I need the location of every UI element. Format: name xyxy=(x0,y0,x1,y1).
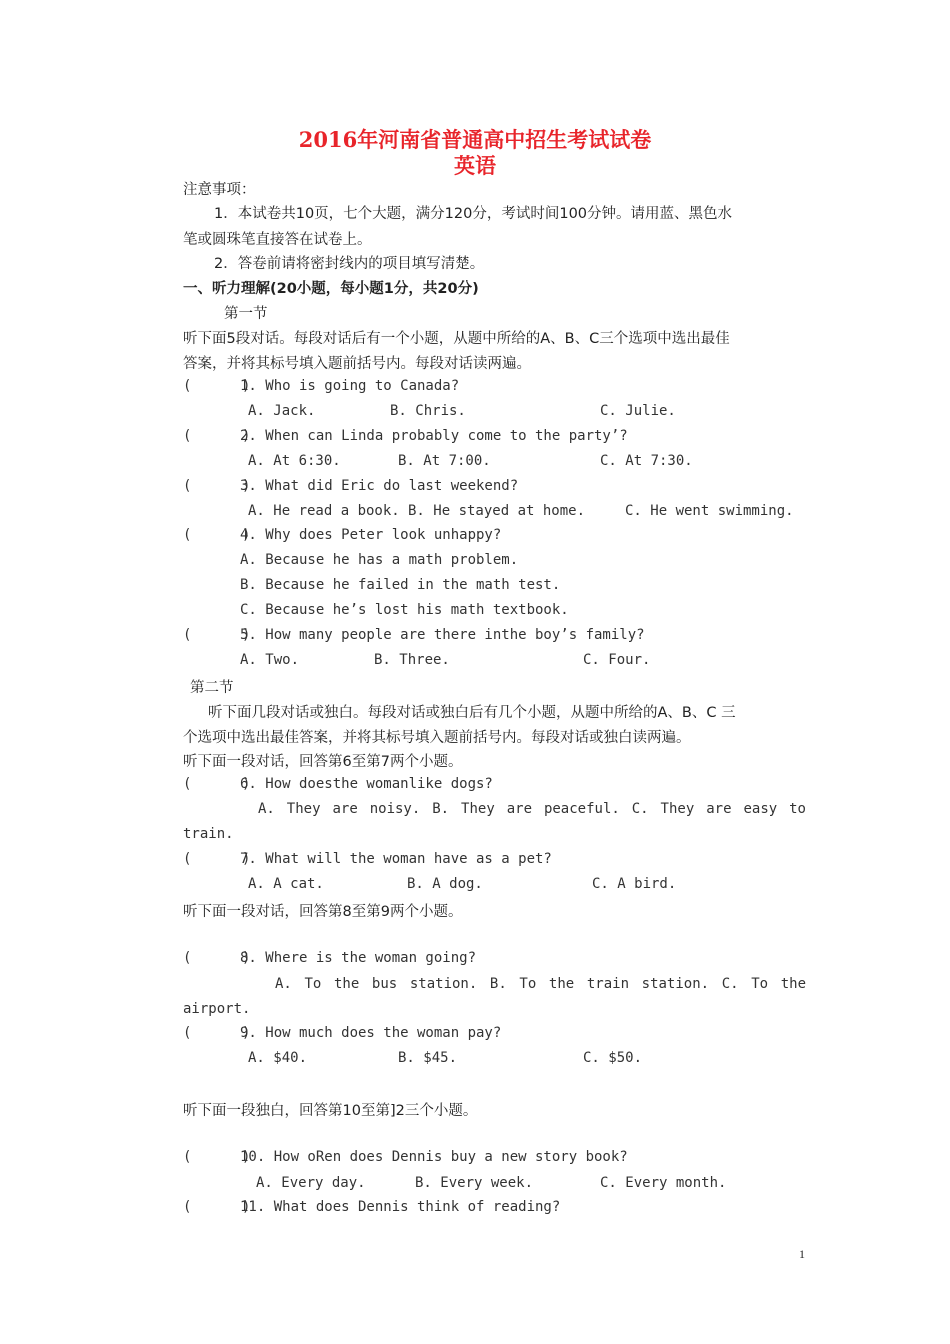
section1-instruction-line-1: 听下面5段对话。每段对话后有一个小题，从题中所给的A、B、C三个选项中选出最佳 xyxy=(183,331,730,347)
q6-options-line: A. They are noisy. B. They are peaceful. C. They are easy to xyxy=(258,801,806,817)
q3-option-b: B. He stayed at home. xyxy=(408,503,586,519)
section2-sub-instruction-3: 听下面一段独白，回答第10至第]2三个小题。 xyxy=(183,1103,478,1119)
section2-sub-instruction-2: 听下面一段对话，回答第8至第9两个小题。 xyxy=(183,904,463,920)
answer-blank-q2[interactable]: ( ) xyxy=(183,428,251,444)
question-10-stem: 10. How oRen does Dennis buy a new story book? xyxy=(240,1149,628,1165)
q10-option-b: B. Every week. xyxy=(415,1175,534,1191)
answer-blank-q10[interactable]: ( ) xyxy=(183,1149,251,1165)
q4-option-b: B. Because he failed in the math test. xyxy=(240,577,561,593)
q2-option-a: A. At 6:30. xyxy=(248,453,341,469)
answer-blank-q4[interactable]: ( ) xyxy=(183,527,251,543)
question-4-stem: 4. Why does Peter look unhappy? xyxy=(240,527,502,543)
answer-blank-q7[interactable]: ( ) xyxy=(183,851,251,867)
q9-option-c: C. $50. xyxy=(583,1050,643,1066)
question-9-stem: 9. How much does the woman pay? xyxy=(240,1025,502,1041)
q5-option-c: C. Four. xyxy=(583,652,651,668)
q2-option-b: B. At 7:00. xyxy=(398,453,491,469)
notes-item-1-line-2: 笔或圆珠笔直接答在试卷上。 xyxy=(183,232,372,248)
q7-option-a: A. A cat. xyxy=(248,876,324,892)
answer-blank-q6[interactable]: ( ) xyxy=(183,776,251,792)
q2-option-c: C. At 7:30. xyxy=(600,453,693,469)
section2-instruction-line-1: 听下面几段对话或独白。每段对话或独白后有几个小题，从题中所给的A、B、C 三 xyxy=(208,705,736,721)
q3-option-c: C. He went swimming. xyxy=(625,503,794,519)
section2-sub-instruction-1: 听下面一段对话，回答第6至第7两个小题。 xyxy=(183,754,463,770)
q1-option-a: A. Jack. xyxy=(248,403,316,419)
q4-option-a: A. Because he has a math problem. xyxy=(240,552,519,568)
notes-heading: 注意事项： xyxy=(183,182,256,198)
answer-blank-q11[interactable]: ( ) xyxy=(183,1199,251,1215)
section2-instruction-line-2: 个选项中选出最佳答案，并将其标号填入题前括号内。每段对话或独白读两遍。 xyxy=(183,730,691,746)
notes-item-2: 2．答卷前请将密封线内的项目填写清楚。 xyxy=(214,256,485,272)
q9-option-a: A. $40. xyxy=(248,1050,308,1066)
question-2-stem: 2. When can Linda probably come to the party’? xyxy=(240,428,628,444)
section1-instruction-line-2: 答案，并将其标号填入题前括号内。每段对话读两遍。 xyxy=(183,356,531,372)
answer-blank-q5[interactable]: ( ) xyxy=(183,627,251,643)
q3-option-a: A. He read a book. xyxy=(248,503,400,519)
question-3-stem: 3. What did Eric do last weekend? xyxy=(240,478,519,494)
q1-option-c: C. Julie. xyxy=(600,403,676,419)
q8-options-line: A. To the bus station. B. To the train station. C. To the xyxy=(275,976,806,992)
question-1-stem: 1. Who is going to Canada? xyxy=(240,378,460,394)
q4-option-c: C. Because he’s lost his math textbook. xyxy=(240,602,569,618)
question-5-stem: 5. How many people are there inthe boy’s family? xyxy=(240,627,645,643)
q8-options-wrap: airport. xyxy=(183,1001,251,1017)
answer-blank-q3[interactable]: ( ) xyxy=(183,478,251,494)
section2-label: 第二节 xyxy=(190,680,234,696)
q7-option-b: B. A dog. xyxy=(407,876,483,892)
answer-blank-q1[interactable]: ( ) xyxy=(183,378,251,394)
exam-title: 2016年河南省普通高中招生考试试卷 xyxy=(298,127,652,152)
q6-options-wrap: train. xyxy=(183,826,234,842)
page-number: 1 xyxy=(799,1247,805,1261)
question-8-stem: 8. Where is the woman going? xyxy=(240,950,477,966)
question-6-stem: 6. How doesthe womanlike dogs? xyxy=(240,776,493,792)
q10-option-c: C. Every month. xyxy=(600,1175,727,1191)
q1-option-b: B. Chris. xyxy=(390,403,466,419)
part1-heading: 一、听力理解(20小题，每小题1分，共20分) xyxy=(183,281,479,297)
exam-subject: 英语 xyxy=(454,153,496,178)
answer-blank-q8[interactable]: ( ) xyxy=(183,950,251,966)
section1-label: 第一节 xyxy=(224,306,268,322)
q5-option-a: A. Two. xyxy=(240,652,300,668)
q9-option-b: B. $45. xyxy=(398,1050,458,1066)
q7-option-c: C. A bird. xyxy=(592,876,677,892)
notes-item-1-line-1: 1．本试卷共10页，七个大题，满分120分，考试时间100分钟。请用蓝、黑色水 xyxy=(214,206,733,222)
question-11-stem: 11. What does Dennis think of reading? xyxy=(240,1199,561,1215)
answer-blank-q9[interactable]: ( ) xyxy=(183,1025,251,1041)
q5-option-b: B. Three. xyxy=(374,652,450,668)
question-7-stem: 7. What will the woman have as a pet? xyxy=(240,851,552,867)
q10-option-a: A. Every day. xyxy=(256,1175,366,1191)
